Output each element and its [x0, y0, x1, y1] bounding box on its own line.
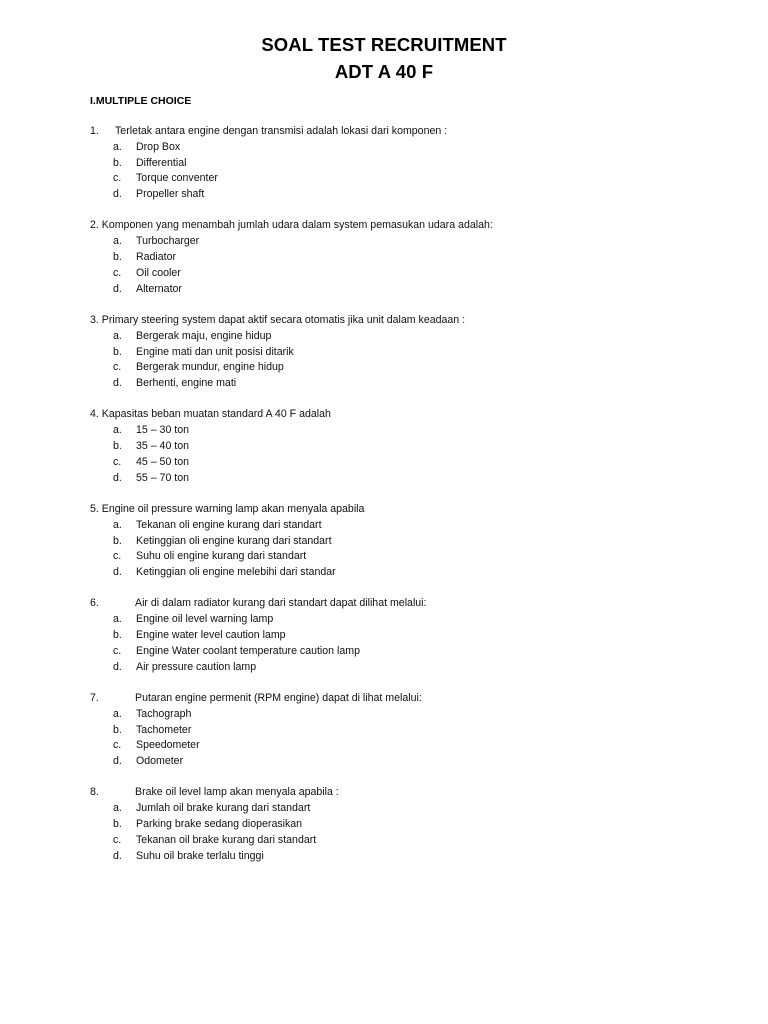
option-text: 55 – 70 ton [136, 471, 190, 484]
option-letter: b. [113, 629, 122, 642]
answer-option [0, 282, 768, 298]
option-letter: a. [113, 802, 122, 815]
option-letter: d. [113, 849, 122, 862]
section-heading: I.MULTIPLE CHOICE [90, 95, 192, 107]
question-stem [0, 596, 768, 612]
option-text: Engine oil level warning lamp [136, 613, 274, 626]
option-letter: b. [113, 723, 122, 736]
answer-option [0, 140, 768, 156]
answer-option [0, 518, 768, 534]
option-letter: d. [113, 566, 122, 579]
question-list [0, 124, 768, 880]
question-text: Terletak antara engine dengan transmisi adalah lokasi dari komponen : [115, 125, 448, 137]
option-text: Engine mati dan unit posisi ditarik [136, 345, 294, 358]
option-text: Tachometer [136, 723, 192, 736]
question-stem [0, 218, 768, 234]
question-text: 4. Kapasitas beban muatan standard A 40 F adalah [90, 408, 331, 421]
option-text: Ketinggian oli engine melebihi dari standar [136, 566, 336, 579]
answer-option [0, 707, 768, 723]
option-text: Jumlah oil brake kurang dari standart [136, 802, 311, 815]
option-text: Differential [136, 156, 187, 169]
answer-option [0, 423, 768, 439]
option-letter: d. [113, 471, 122, 484]
option-letter: c. [113, 739, 122, 752]
option-letter: d. [113, 377, 122, 390]
option-text: Radiator [136, 251, 177, 264]
answer-option [0, 156, 768, 172]
option-letter: b. [113, 534, 122, 547]
answer-option [0, 439, 768, 455]
question-number: 1. [90, 125, 99, 137]
answer-option [0, 376, 768, 392]
option-letter: a. [113, 707, 122, 720]
question-item [0, 124, 768, 203]
question-stem [0, 691, 768, 707]
option-text: Berhenti, engine mati [136, 377, 237, 390]
answer-option [0, 534, 768, 550]
answer-option [0, 754, 768, 770]
option-text: Bergerak maju, engine hidup [136, 329, 272, 342]
answer-option [0, 360, 768, 376]
answer-option [0, 471, 768, 487]
question-number: 7. [90, 691, 99, 704]
option-text: Tachograph [136, 707, 192, 720]
option-text: 15 – 30 ton [136, 424, 190, 437]
option-letter: b. [113, 156, 122, 169]
question-stem [0, 502, 768, 518]
option-letter: a. [113, 518, 122, 531]
option-text: Drop Box [136, 140, 181, 153]
option-text: Oil cooler [136, 266, 181, 279]
option-letter: b. [113, 817, 122, 830]
question-stem [0, 785, 768, 801]
option-text: Bergerak mundur, engine hidup [136, 361, 284, 374]
option-letter: d. [113, 755, 122, 768]
answer-option [0, 565, 768, 581]
option-text: Engine water level caution lamp [136, 629, 286, 642]
option-letter: c. [113, 550, 122, 563]
answer-option [0, 187, 768, 203]
option-text: Turbocharger [136, 235, 200, 248]
answer-option [0, 723, 768, 739]
answer-option [0, 660, 768, 676]
question-item [0, 218, 768, 297]
option-letter: a. [113, 424, 122, 437]
question-text: Brake oil level lamp akan menyala apabila : [135, 786, 339, 799]
document-title: SOAL TEST RECRUITMENT [261, 34, 507, 55]
option-text: Tekanan oli engine kurang dari standart [136, 518, 322, 531]
option-text: Alternator [136, 282, 182, 295]
option-letter: b. [113, 251, 122, 264]
option-text: Propeller shaft [136, 188, 205, 201]
question-number: 6. [90, 597, 99, 610]
option-text: 45 – 50 ton [136, 455, 190, 468]
question-stem [0, 407, 768, 423]
answer-option [0, 171, 768, 187]
question-item [0, 785, 768, 864]
answer-option [0, 833, 768, 849]
document-subtitle: ADT A 40 F [334, 61, 434, 82]
option-letter: c. [113, 833, 122, 846]
option-letter: b. [113, 440, 122, 453]
question-text: Air di dalam radiator kurang dari standart dapat dilihat melalui: [135, 597, 427, 610]
question-item [0, 691, 768, 770]
option-text: Torque conventer [136, 172, 218, 185]
question-stem [0, 124, 768, 140]
option-letter: a. [113, 329, 122, 342]
question-text: 3. Primary steering system dapat aktif secara otomatis jika unit dalam keadaan : [90, 313, 466, 326]
answer-option [0, 250, 768, 266]
option-letter: a. [113, 140, 122, 153]
question-item [0, 596, 768, 675]
option-letter: a. [113, 613, 122, 626]
question-item [0, 313, 768, 392]
answer-option [0, 234, 768, 250]
option-text: Parking brake sedang dioperasikan [136, 817, 303, 830]
option-text: Engine Water coolant temperature caution lamp [136, 644, 360, 657]
answer-option [0, 801, 768, 817]
option-letter: c. [113, 455, 122, 468]
option-text: Speedometer [136, 739, 200, 752]
option-letter: c. [113, 266, 122, 279]
question-text: Putaran engine permenit (RPM engine) dapat di lihat melalui: [135, 691, 422, 704]
option-letter: a. [113, 235, 122, 248]
answer-option [0, 266, 768, 282]
option-letter: d. [113, 188, 122, 201]
answer-option [0, 738, 768, 754]
question-number: 8. [90, 786, 99, 799]
question-stem [0, 313, 768, 329]
option-letter: c. [113, 644, 122, 657]
answer-option [0, 329, 768, 345]
question-item [0, 407, 768, 486]
question-text: 2. Komponen yang menambah jumlah udara dalam system pemasukan udara adalah: [90, 219, 493, 232]
answer-option [0, 644, 768, 660]
answer-option [0, 549, 768, 565]
option-text: Suhu oil brake terlalu tinggi [136, 849, 264, 862]
option-letter: b. [113, 345, 122, 358]
option-text: Ketinggian oli engine kurang dari standart [136, 534, 332, 547]
answer-option [0, 612, 768, 628]
option-text: Air pressure caution lamp [136, 660, 257, 673]
option-text: Suhu oli engine kurang dari standart [136, 550, 307, 563]
answer-option [0, 849, 768, 865]
option-letter: d. [113, 660, 122, 673]
option-letter: c. [113, 361, 122, 374]
answer-option [0, 455, 768, 471]
question-text: 5. Engine oil pressure warning lamp akan menyala apabila [90, 502, 365, 515]
answer-option [0, 345, 768, 361]
question-item [0, 502, 768, 581]
option-text: Odometer [136, 755, 184, 768]
answer-option [0, 817, 768, 833]
option-letter: d. [113, 282, 122, 295]
option-letter: c. [113, 172, 122, 185]
option-text: 35 – 40 ton [136, 440, 190, 453]
answer-option [0, 628, 768, 644]
option-text: Tekanan oil brake kurang dari standart [136, 833, 317, 846]
